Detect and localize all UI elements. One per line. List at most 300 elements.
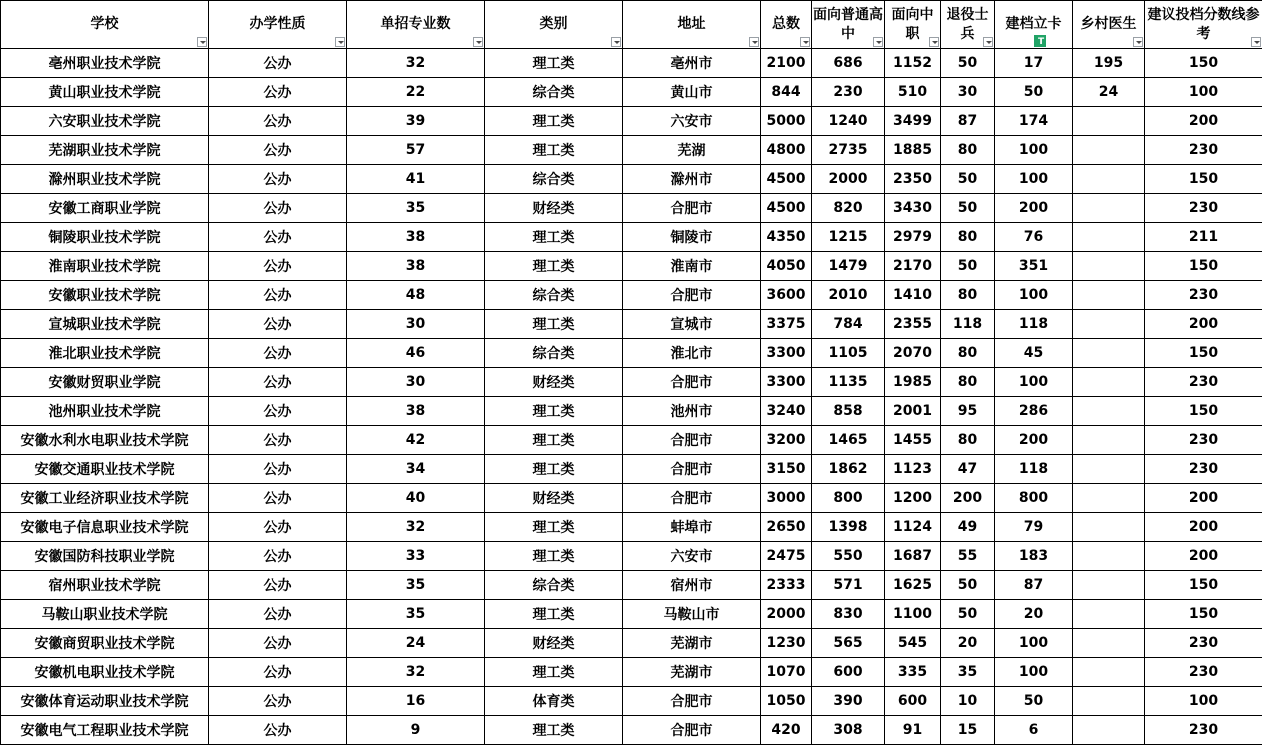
cell-category[interactable]: 理工类	[485, 310, 623, 339]
cell-vocational[interactable]: 2979	[885, 223, 941, 252]
cell-suggested-score[interactable]: 230	[1145, 716, 1262, 745]
cell-general-highschool[interactable]: 565	[812, 629, 885, 658]
cell-category[interactable]: 理工类	[485, 397, 623, 426]
cell-address[interactable]: 宣城市	[623, 310, 761, 339]
cell-veterans[interactable]: 30	[941, 78, 995, 107]
column-header-rural-doctor[interactable]	[1073, 1, 1145, 49]
cell-school[interactable]: 安徽工商职业学院	[1, 194, 209, 223]
cell-total[interactable]: 3300	[761, 368, 812, 397]
cell-rural-doctor[interactable]	[1073, 368, 1145, 397]
cell-vocational[interactable]: 1625	[885, 571, 941, 600]
cell-veterans[interactable]: 80	[941, 368, 995, 397]
cell-total[interactable]: 3150	[761, 455, 812, 484]
cell-major-count[interactable]: 40	[347, 484, 485, 513]
cell-rural-doctor[interactable]	[1073, 687, 1145, 716]
cell-school[interactable]: 铜陵职业技术学院	[1, 223, 209, 252]
cell-vocational[interactable]: 2070	[885, 339, 941, 368]
cell-school[interactable]: 池州职业技术学院	[1, 397, 209, 426]
cell-category[interactable]: 理工类	[485, 513, 623, 542]
cell-suggested-score[interactable]: 211	[1145, 223, 1262, 252]
filter-dropdown-icon[interactable]	[800, 37, 810, 47]
cell-type-of-ownership[interactable]: 公办	[209, 310, 347, 339]
cell-general-highschool[interactable]: 784	[812, 310, 885, 339]
cell-suggested-score[interactable]: 150	[1145, 397, 1262, 426]
cell-poverty-registered[interactable]: 800	[995, 484, 1073, 513]
cell-address[interactable]: 池州市	[623, 397, 761, 426]
cell-type-of-ownership[interactable]: 公办	[209, 426, 347, 455]
cell-major-count[interactable]: 48	[347, 281, 485, 310]
cell-address[interactable]: 合肥市	[623, 716, 761, 745]
cell-category[interactable]: 理工类	[485, 107, 623, 136]
cell-poverty-registered[interactable]: 118	[995, 310, 1073, 339]
cell-type-of-ownership[interactable]: 公办	[209, 542, 347, 571]
cell-suggested-score[interactable]: 150	[1145, 600, 1262, 629]
cell-suggested-score[interactable]: 150	[1145, 165, 1262, 194]
cell-school[interactable]: 安徽电气工程职业技术学院	[1, 716, 209, 745]
cell-type-of-ownership[interactable]: 公办	[209, 629, 347, 658]
cell-poverty-registered[interactable]: 100	[995, 658, 1073, 687]
cell-total[interactable]: 2000	[761, 600, 812, 629]
cell-total[interactable]: 3375	[761, 310, 812, 339]
cell-poverty-registered[interactable]: 174	[995, 107, 1073, 136]
cell-school[interactable]: 安徽电子信息职业技术学院	[1, 513, 209, 542]
cell-category[interactable]: 理工类	[485, 600, 623, 629]
cell-total[interactable]: 1070	[761, 658, 812, 687]
cell-veterans[interactable]: 35	[941, 658, 995, 687]
cell-general-highschool[interactable]: 1465	[812, 426, 885, 455]
column-header-total[interactable]	[761, 1, 812, 49]
cell-school[interactable]: 宿州职业技术学院	[1, 571, 209, 600]
cell-poverty-registered[interactable]: 20	[995, 600, 1073, 629]
cell-type-of-ownership[interactable]: 公办	[209, 687, 347, 716]
cell-vocational[interactable]: 545	[885, 629, 941, 658]
cell-category[interactable]: 理工类	[485, 658, 623, 687]
cell-vocational[interactable]: 1687	[885, 542, 941, 571]
cell-veterans[interactable]: 15	[941, 716, 995, 745]
cell-poverty-registered[interactable]: 100	[995, 165, 1073, 194]
cell-poverty-registered[interactable]: 100	[995, 368, 1073, 397]
cell-rural-doctor[interactable]	[1073, 571, 1145, 600]
cell-type-of-ownership[interactable]: 公办	[209, 194, 347, 223]
cell-school[interactable]: 马鞍山职业技术学院	[1, 600, 209, 629]
cell-address[interactable]: 马鞍山市	[623, 600, 761, 629]
cell-total[interactable]: 3600	[761, 281, 812, 310]
cell-suggested-score[interactable]: 150	[1145, 339, 1262, 368]
cell-veterans[interactable]: 95	[941, 397, 995, 426]
cell-general-highschool[interactable]: 308	[812, 716, 885, 745]
cell-veterans[interactable]: 50	[941, 194, 995, 223]
cell-rural-doctor[interactable]	[1073, 339, 1145, 368]
cell-vocational[interactable]: 2001	[885, 397, 941, 426]
cell-category[interactable]: 财经类	[485, 194, 623, 223]
filter-dropdown-icon[interactable]	[197, 37, 207, 47]
cell-veterans[interactable]: 50	[941, 571, 995, 600]
cell-school[interactable]: 安徽机电职业技术学院	[1, 658, 209, 687]
cell-total[interactable]: 4050	[761, 252, 812, 281]
cell-veterans[interactable]: 49	[941, 513, 995, 542]
cell-major-count[interactable]: 32	[347, 513, 485, 542]
cell-address[interactable]: 芜湖	[623, 136, 761, 165]
filter-dropdown-icon[interactable]	[335, 37, 345, 47]
cell-total[interactable]: 4350	[761, 223, 812, 252]
cell-general-highschool[interactable]: 1135	[812, 368, 885, 397]
cell-address[interactable]: 合肥市	[623, 281, 761, 310]
cell-type-of-ownership[interactable]: 公办	[209, 397, 347, 426]
cell-rural-doctor[interactable]	[1073, 716, 1145, 745]
filter-dropdown-icon[interactable]	[929, 37, 939, 47]
column-header-address[interactable]	[623, 1, 761, 49]
cell-major-count[interactable]: 35	[347, 571, 485, 600]
cell-rural-doctor[interactable]	[1073, 252, 1145, 281]
cell-veterans[interactable]: 47	[941, 455, 995, 484]
filter-dropdown-icon[interactable]	[873, 37, 883, 47]
cell-poverty-registered[interactable]: 100	[995, 629, 1073, 658]
filter-dropdown-icon[interactable]	[611, 37, 621, 47]
cell-total[interactable]: 4500	[761, 194, 812, 223]
cell-major-count[interactable]: 22	[347, 78, 485, 107]
cell-veterans[interactable]: 80	[941, 223, 995, 252]
column-header-poverty-registered[interactable]	[995, 1, 1073, 49]
cell-vocational[interactable]: 1200	[885, 484, 941, 513]
cell-suggested-score[interactable]: 200	[1145, 513, 1262, 542]
cell-general-highschool[interactable]: 686	[812, 49, 885, 78]
cell-school[interactable]: 淮北职业技术学院	[1, 339, 209, 368]
cell-school[interactable]: 亳州职业技术学院	[1, 49, 209, 78]
cell-category[interactable]: 理工类	[485, 136, 623, 165]
cell-rural-doctor[interactable]	[1073, 600, 1145, 629]
cell-type-of-ownership[interactable]: 公办	[209, 571, 347, 600]
cell-vocational[interactable]: 2350	[885, 165, 941, 194]
cell-type-of-ownership[interactable]: 公办	[209, 252, 347, 281]
cell-type-of-ownership[interactable]: 公办	[209, 223, 347, 252]
cell-address[interactable]: 淮北市	[623, 339, 761, 368]
cell-general-highschool[interactable]: 1479	[812, 252, 885, 281]
cell-major-count[interactable]: 24	[347, 629, 485, 658]
cell-general-highschool[interactable]: 571	[812, 571, 885, 600]
cell-major-count[interactable]: 42	[347, 426, 485, 455]
cell-total[interactable]: 4800	[761, 136, 812, 165]
cell-general-highschool[interactable]: 1215	[812, 223, 885, 252]
cell-address[interactable]: 滁州市	[623, 165, 761, 194]
cell-general-highschool[interactable]: 390	[812, 687, 885, 716]
cell-rural-doctor[interactable]: 24	[1073, 78, 1145, 107]
cell-suggested-score[interactable]: 230	[1145, 629, 1262, 658]
filter-active-icon[interactable]	[1034, 35, 1046, 47]
cell-rural-doctor[interactable]	[1073, 513, 1145, 542]
cell-poverty-registered[interactable]: 286	[995, 397, 1073, 426]
filter-dropdown-icon[interactable]	[749, 37, 759, 47]
cell-veterans[interactable]: 200	[941, 484, 995, 513]
cell-major-count[interactable]: 9	[347, 716, 485, 745]
cell-poverty-registered[interactable]: 50	[995, 78, 1073, 107]
cell-type-of-ownership[interactable]: 公办	[209, 78, 347, 107]
cell-vocational[interactable]: 1123	[885, 455, 941, 484]
cell-total[interactable]: 4500	[761, 165, 812, 194]
cell-address[interactable]: 宿州市	[623, 571, 761, 600]
cell-major-count[interactable]: 34	[347, 455, 485, 484]
cell-category[interactable]: 综合类	[485, 78, 623, 107]
cell-vocational[interactable]: 335	[885, 658, 941, 687]
cell-school[interactable]: 芜湖职业技术学院	[1, 136, 209, 165]
cell-rural-doctor[interactable]: 195	[1073, 49, 1145, 78]
cell-general-highschool[interactable]: 2010	[812, 281, 885, 310]
cell-category[interactable]: 理工类	[485, 426, 623, 455]
cell-address[interactable]: 铜陵市	[623, 223, 761, 252]
cell-suggested-score[interactable]: 230	[1145, 658, 1262, 687]
cell-major-count[interactable]: 35	[347, 194, 485, 223]
cell-total[interactable]: 3000	[761, 484, 812, 513]
cell-suggested-score[interactable]: 200	[1145, 542, 1262, 571]
cell-veterans[interactable]: 50	[941, 165, 995, 194]
cell-poverty-registered[interactable]: 87	[995, 571, 1073, 600]
cell-category[interactable]: 体育类	[485, 687, 623, 716]
cell-rural-doctor[interactable]	[1073, 223, 1145, 252]
cell-suggested-score[interactable]: 100	[1145, 687, 1262, 716]
cell-major-count[interactable]: 39	[347, 107, 485, 136]
cell-suggested-score[interactable]: 200	[1145, 484, 1262, 513]
cell-suggested-score[interactable]: 150	[1145, 571, 1262, 600]
filter-dropdown-icon[interactable]	[1251, 37, 1261, 47]
cell-veterans[interactable]: 50	[941, 252, 995, 281]
cell-poverty-registered[interactable]: 50	[995, 687, 1073, 716]
cell-school[interactable]: 安徽交通职业技术学院	[1, 455, 209, 484]
cell-school[interactable]: 淮南职业技术学院	[1, 252, 209, 281]
cell-general-highschool[interactable]: 830	[812, 600, 885, 629]
cell-address[interactable]: 蚌埠市	[623, 513, 761, 542]
cell-general-highschool[interactable]: 1862	[812, 455, 885, 484]
cell-suggested-score[interactable]: 200	[1145, 107, 1262, 136]
column-header-general-highschool[interactable]	[812, 1, 885, 49]
cell-suggested-score[interactable]: 230	[1145, 194, 1262, 223]
cell-rural-doctor[interactable]	[1073, 542, 1145, 571]
cell-major-count[interactable]: 57	[347, 136, 485, 165]
cell-general-highschool[interactable]: 1105	[812, 339, 885, 368]
column-header-type-of-ownership[interactable]	[209, 1, 347, 49]
cell-veterans[interactable]: 87	[941, 107, 995, 136]
column-header-vocational[interactable]	[885, 1, 941, 49]
cell-vocational[interactable]: 2170	[885, 252, 941, 281]
cell-address[interactable]: 芜湖市	[623, 658, 761, 687]
cell-major-count[interactable]: 35	[347, 600, 485, 629]
cell-veterans[interactable]: 20	[941, 629, 995, 658]
cell-address[interactable]: 六安市	[623, 107, 761, 136]
cell-major-count[interactable]: 32	[347, 658, 485, 687]
cell-school[interactable]: 安徽水利水电职业技术学院	[1, 426, 209, 455]
cell-suggested-score[interactable]: 150	[1145, 252, 1262, 281]
filter-dropdown-icon[interactable]	[1133, 37, 1143, 47]
cell-vocational[interactable]: 1885	[885, 136, 941, 165]
cell-suggested-score[interactable]: 230	[1145, 426, 1262, 455]
cell-type-of-ownership[interactable]: 公办	[209, 281, 347, 310]
cell-address[interactable]: 合肥市	[623, 484, 761, 513]
cell-poverty-registered[interactable]: 200	[995, 426, 1073, 455]
filter-dropdown-icon[interactable]	[473, 37, 483, 47]
cell-suggested-score[interactable]: 230	[1145, 368, 1262, 397]
cell-vocational[interactable]: 1410	[885, 281, 941, 310]
cell-suggested-score[interactable]: 230	[1145, 136, 1262, 165]
cell-suggested-score[interactable]: 150	[1145, 49, 1262, 78]
column-header-school[interactable]	[1, 1, 209, 49]
cell-general-highschool[interactable]: 800	[812, 484, 885, 513]
cell-category[interactable]: 理工类	[485, 716, 623, 745]
cell-school[interactable]: 六安职业技术学院	[1, 107, 209, 136]
cell-general-highschool[interactable]: 820	[812, 194, 885, 223]
cell-general-highschool[interactable]: 600	[812, 658, 885, 687]
cell-school[interactable]: 黄山职业技术学院	[1, 78, 209, 107]
cell-category[interactable]: 财经类	[485, 629, 623, 658]
cell-total[interactable]: 2100	[761, 49, 812, 78]
cell-major-count[interactable]: 41	[347, 165, 485, 194]
cell-type-of-ownership[interactable]: 公办	[209, 716, 347, 745]
cell-total[interactable]: 5000	[761, 107, 812, 136]
cell-address[interactable]: 芜湖市	[623, 629, 761, 658]
cell-category[interactable]: 理工类	[485, 252, 623, 281]
cell-address[interactable]: 黄山市	[623, 78, 761, 107]
cell-poverty-registered[interactable]: 351	[995, 252, 1073, 281]
column-header-suggested-score[interactable]	[1145, 1, 1262, 49]
cell-type-of-ownership[interactable]: 公办	[209, 484, 347, 513]
cell-suggested-score[interactable]: 200	[1145, 310, 1262, 339]
cell-veterans[interactable]: 118	[941, 310, 995, 339]
cell-major-count[interactable]: 30	[347, 368, 485, 397]
cell-rural-doctor[interactable]	[1073, 484, 1145, 513]
cell-poverty-registered[interactable]: 183	[995, 542, 1073, 571]
cell-veterans[interactable]: 80	[941, 281, 995, 310]
cell-total[interactable]: 1230	[761, 629, 812, 658]
cell-veterans[interactable]: 80	[941, 136, 995, 165]
cell-category[interactable]: 综合类	[485, 165, 623, 194]
cell-poverty-registered[interactable]: 17	[995, 49, 1073, 78]
cell-major-count[interactable]: 30	[347, 310, 485, 339]
cell-type-of-ownership[interactable]: 公办	[209, 107, 347, 136]
cell-poverty-registered[interactable]: 45	[995, 339, 1073, 368]
cell-type-of-ownership[interactable]: 公办	[209, 49, 347, 78]
cell-veterans[interactable]: 50	[941, 600, 995, 629]
cell-school[interactable]: 滁州职业技术学院	[1, 165, 209, 194]
cell-school[interactable]: 安徽工业经济职业技术学院	[1, 484, 209, 513]
cell-veterans[interactable]: 50	[941, 49, 995, 78]
cell-rural-doctor[interactable]	[1073, 107, 1145, 136]
cell-address[interactable]: 合肥市	[623, 687, 761, 716]
cell-rural-doctor[interactable]	[1073, 397, 1145, 426]
cell-veterans[interactable]: 10	[941, 687, 995, 716]
cell-rural-doctor[interactable]	[1073, 194, 1145, 223]
cell-vocational[interactable]: 600	[885, 687, 941, 716]
cell-suggested-score[interactable]: 230	[1145, 281, 1262, 310]
cell-vocational[interactable]: 2355	[885, 310, 941, 339]
cell-general-highschool[interactable]: 550	[812, 542, 885, 571]
cell-school[interactable]: 安徽国防科技职业学院	[1, 542, 209, 571]
cell-type-of-ownership[interactable]: 公办	[209, 368, 347, 397]
column-header-major-count[interactable]	[347, 1, 485, 49]
cell-general-highschool[interactable]: 1240	[812, 107, 885, 136]
cell-type-of-ownership[interactable]: 公办	[209, 513, 347, 542]
cell-type-of-ownership[interactable]: 公办	[209, 339, 347, 368]
cell-major-count[interactable]: 32	[347, 49, 485, 78]
cell-school[interactable]: 安徽体育运动职业技术学院	[1, 687, 209, 716]
cell-rural-doctor[interactable]	[1073, 455, 1145, 484]
cell-vocational[interactable]: 3499	[885, 107, 941, 136]
column-header-category[interactable]	[485, 1, 623, 49]
cell-general-highschool[interactable]: 858	[812, 397, 885, 426]
cell-category[interactable]: 综合类	[485, 281, 623, 310]
cell-category[interactable]: 理工类	[485, 542, 623, 571]
cell-rural-doctor[interactable]	[1073, 658, 1145, 687]
filter-dropdown-icon[interactable]	[983, 37, 993, 47]
cell-rural-doctor[interactable]	[1073, 310, 1145, 339]
cell-major-count[interactable]: 38	[347, 223, 485, 252]
cell-poverty-registered[interactable]: 100	[995, 281, 1073, 310]
cell-total[interactable]: 3240	[761, 397, 812, 426]
cell-poverty-registered[interactable]: 6	[995, 716, 1073, 745]
cell-school[interactable]: 安徽商贸职业技术学院	[1, 629, 209, 658]
cell-rural-doctor[interactable]	[1073, 426, 1145, 455]
cell-total[interactable]: 2650	[761, 513, 812, 542]
cell-general-highschool[interactable]: 1398	[812, 513, 885, 542]
cell-type-of-ownership[interactable]: 公办	[209, 136, 347, 165]
cell-vocational[interactable]: 1985	[885, 368, 941, 397]
cell-poverty-registered[interactable]: 79	[995, 513, 1073, 542]
cell-school[interactable]: 宣城职业技术学院	[1, 310, 209, 339]
cell-address[interactable]: 合肥市	[623, 368, 761, 397]
cell-category[interactable]: 理工类	[485, 223, 623, 252]
cell-address[interactable]: 六安市	[623, 542, 761, 571]
cell-major-count[interactable]: 38	[347, 252, 485, 281]
cell-vocational[interactable]: 91	[885, 716, 941, 745]
cell-total[interactable]: 3300	[761, 339, 812, 368]
cell-poverty-registered[interactable]: 76	[995, 223, 1073, 252]
cell-type-of-ownership[interactable]: 公办	[209, 165, 347, 194]
cell-rural-doctor[interactable]	[1073, 281, 1145, 310]
cell-address[interactable]: 合肥市	[623, 194, 761, 223]
cell-veterans[interactable]: 80	[941, 426, 995, 455]
cell-address[interactable]: 淮南市	[623, 252, 761, 281]
cell-category[interactable]: 综合类	[485, 339, 623, 368]
cell-category[interactable]: 综合类	[485, 571, 623, 600]
cell-major-count[interactable]: 38	[347, 397, 485, 426]
cell-type-of-ownership[interactable]: 公办	[209, 600, 347, 629]
cell-address[interactable]: 亳州市	[623, 49, 761, 78]
cell-category[interactable]: 理工类	[485, 49, 623, 78]
cell-vocational[interactable]: 1152	[885, 49, 941, 78]
column-header-veterans[interactable]	[941, 1, 995, 49]
cell-suggested-score[interactable]: 100	[1145, 78, 1262, 107]
cell-category[interactable]: 理工类	[485, 455, 623, 484]
cell-category[interactable]: 财经类	[485, 484, 623, 513]
cell-poverty-registered[interactable]: 200	[995, 194, 1073, 223]
cell-vocational[interactable]: 1100	[885, 600, 941, 629]
cell-poverty-registered[interactable]: 100	[995, 136, 1073, 165]
cell-vocational[interactable]: 3430	[885, 194, 941, 223]
cell-major-count[interactable]: 16	[347, 687, 485, 716]
cell-vocational[interactable]: 1124	[885, 513, 941, 542]
cell-major-count[interactable]: 46	[347, 339, 485, 368]
cell-rural-doctor[interactable]	[1073, 136, 1145, 165]
cell-total[interactable]: 1050	[761, 687, 812, 716]
cell-school[interactable]: 安徽财贸职业学院	[1, 368, 209, 397]
cell-rural-doctor[interactable]	[1073, 165, 1145, 194]
cell-total[interactable]: 3200	[761, 426, 812, 455]
cell-poverty-registered[interactable]: 118	[995, 455, 1073, 484]
cell-type-of-ownership[interactable]: 公办	[209, 658, 347, 687]
cell-general-highschool[interactable]: 230	[812, 78, 885, 107]
cell-address[interactable]: 合肥市	[623, 455, 761, 484]
cell-rural-doctor[interactable]	[1073, 629, 1145, 658]
cell-address[interactable]: 合肥市	[623, 426, 761, 455]
cell-vocational[interactable]: 1455	[885, 426, 941, 455]
cell-veterans[interactable]: 80	[941, 339, 995, 368]
cell-school[interactable]: 安徽职业技术学院	[1, 281, 209, 310]
